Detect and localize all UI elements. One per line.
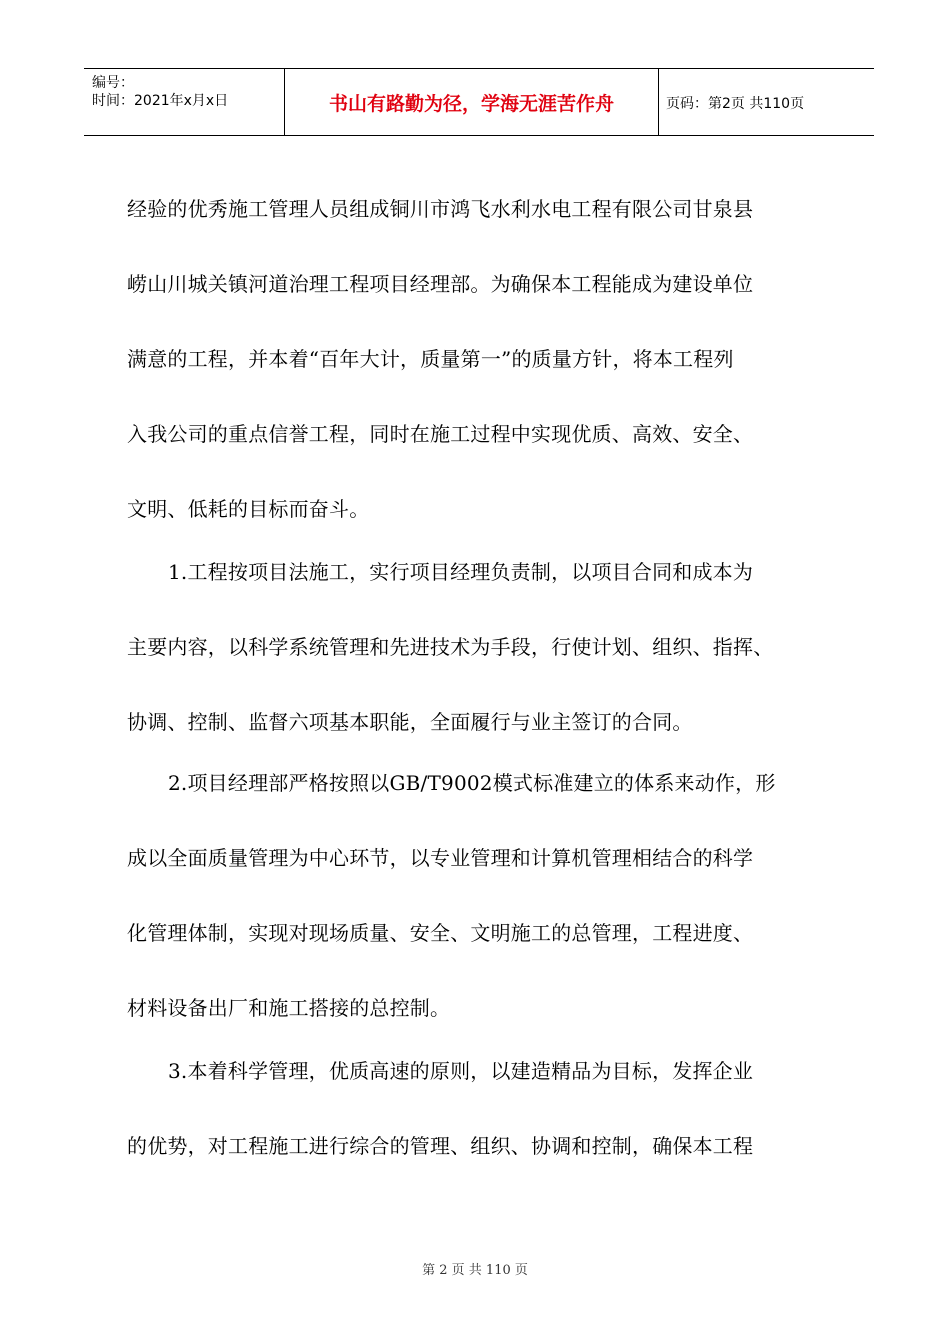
header-number-label: 编号： (92, 75, 134, 91)
body-line: 崂山川城关镇河道治理工程项目经理部。为确保本工程能成为建设单位 (127, 272, 754, 296)
header-time-label: 时间：2021年x月x日 (92, 93, 229, 109)
header-page-info: 页码：第2页 共110页 (666, 96, 805, 112)
body-line: 经验的优秀施工管理人员组成铜川市鸿飞水利水电工程有限公司甘泉县 (127, 197, 754, 221)
body-line: 成以全面质量管理为中心环节，以专业管理和计算机管理相结合的科学 (127, 846, 754, 870)
header-motto: 书山有路勤为径，学海无涯苦作舟 (328, 92, 614, 115)
body-line: 化管理体制，实现对现场质量、安全、文明施工的总管理，工程进度、 (127, 921, 754, 945)
body-line: 文明、低耗的目标而奋斗。 (127, 497, 370, 521)
body-line: 主要内容，以科学系统管理和先进技术为手段，行使计划、组织、指挥、 (127, 635, 774, 659)
body-line: 2.项目经理部严格按照以GB/T9002模式标准建立的体系来动作，形 (168, 771, 776, 795)
body-line: 协调、控制、监督六项基本职能，全面履行与业主签订的合同。 (127, 710, 693, 734)
body-line: 满意的工程，并本着“百年大计，质量第一”的质量方针，将本工程列 (127, 347, 734, 371)
body-line: 的优势，对工程施工进行综合的管理、组织、协调和控制，确保本工程 (127, 1134, 754, 1158)
body-line: 材料设备出厂和施工搭接的总控制。 (127, 996, 451, 1020)
body-line: 3.本着科学管理，优质高速的原则，以建造精品为目标，发挥企业 (168, 1059, 754, 1083)
page-footer: 第 2 页 共 110 页 (422, 1263, 528, 1278)
body-line: 入我公司的重点信誉工程，同时在施工过程中实现优质、高效、安全、 (127, 422, 754, 446)
body-line: 1.工程按项目法施工，实行项目经理负责制，以项目合同和成本为 (168, 560, 754, 584)
